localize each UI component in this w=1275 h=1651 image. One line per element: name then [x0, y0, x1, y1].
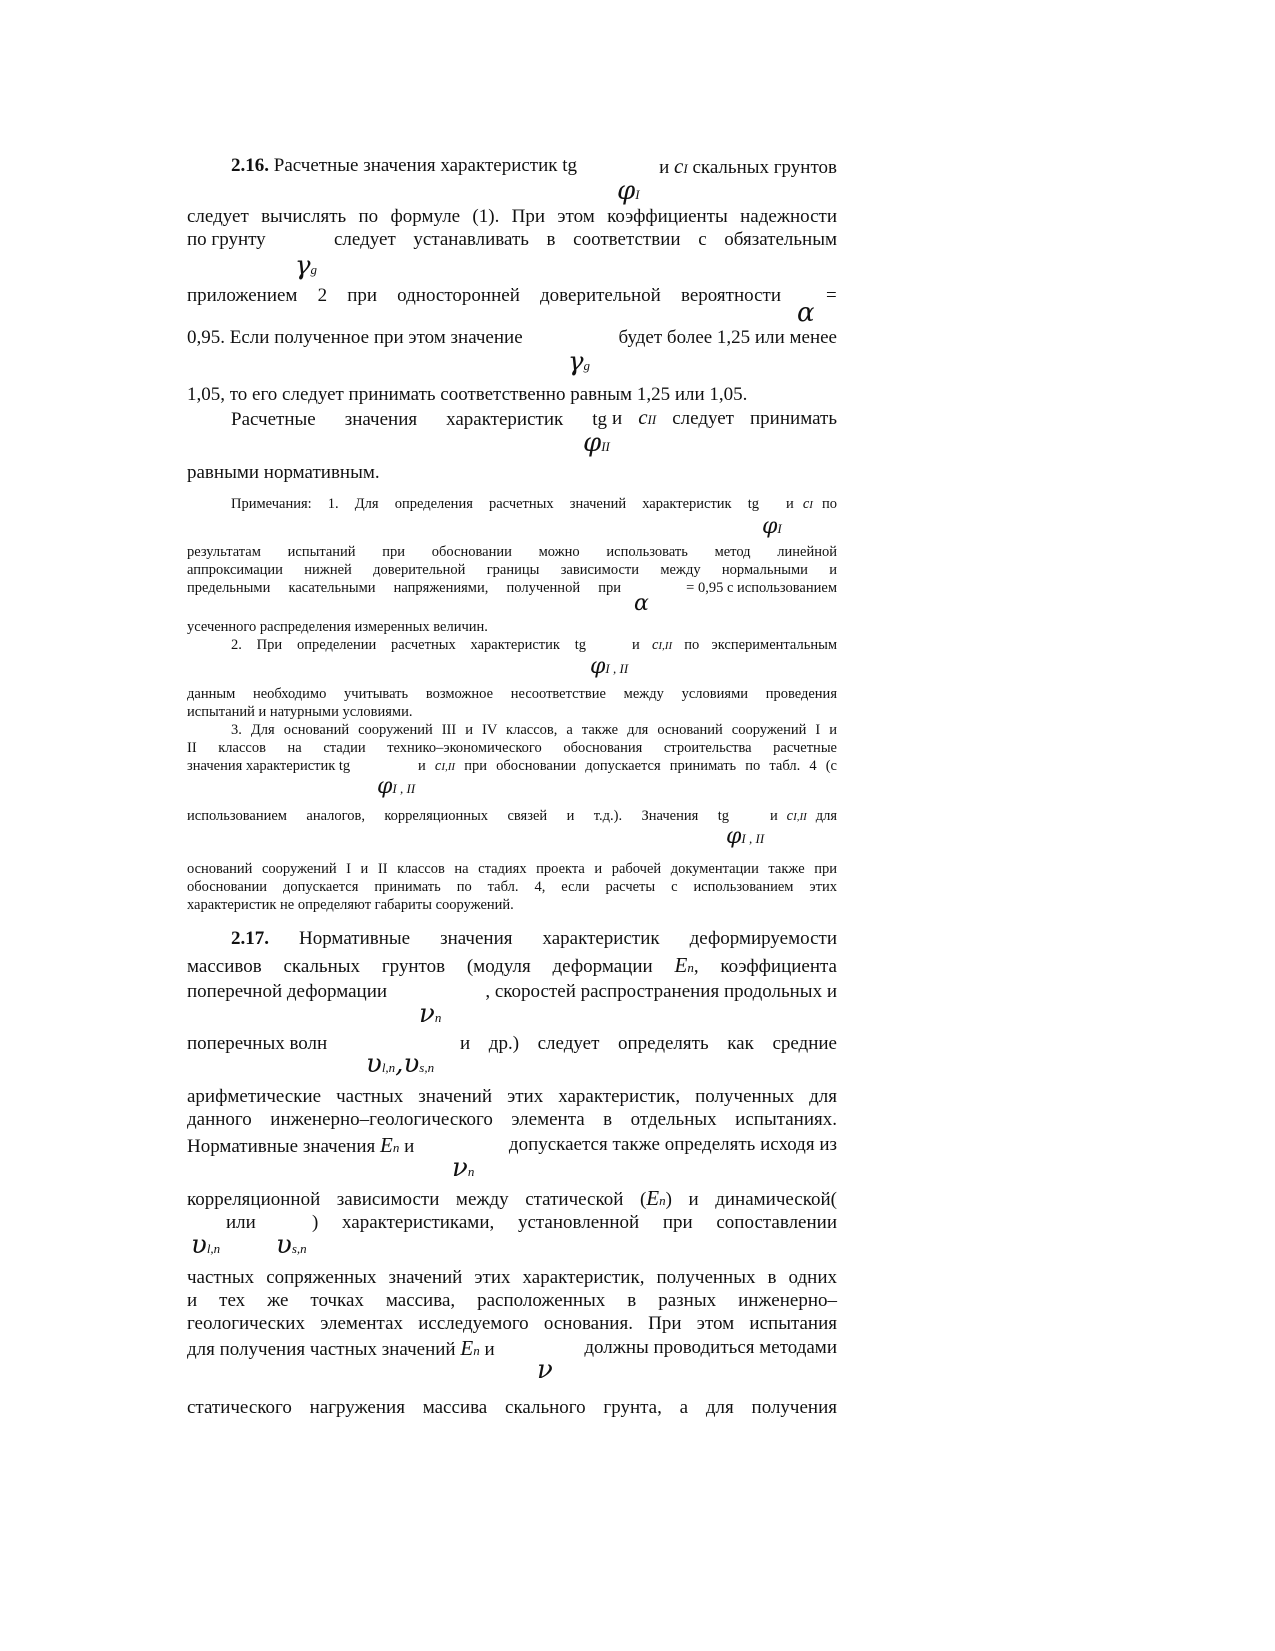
- paragraph-2-16-line-4b: =: [826, 285, 837, 306]
- note-3-line-5: оснований сооружений I и II классов на стадиях проекта и рабочей документации также при: [187, 861, 837, 877]
- upsilon-sn-symbol: υs,n: [276, 1230, 307, 1260]
- note-1-line-2: результатам испытаний при обосновании можно использовать метод линейной: [187, 544, 837, 560]
- E-symbol: E: [646, 1186, 660, 1210]
- nu-n-symbol: νn: [452, 1153, 475, 1183]
- paragraph-2-17-line-6: данного инженерно–геологического элемента в отдельных испытаниях.: [187, 1109, 837, 1130]
- upsilon-pair-symbol: υl,n,υs,n: [366, 1049, 435, 1079]
- c-symbol: c: [434, 758, 442, 774]
- paragraph-2-16-line-1-tail: и cI скальных грунтов: [659, 154, 837, 178]
- alpha-symbol: α: [634, 591, 649, 616]
- paragraph-2-17-line-9b: ) характеристиками, установленной при сопоставлении: [312, 1212, 837, 1233]
- section-number: 2.16.: [231, 155, 269, 176]
- paragraph-2-17-line-13a: для получения частных значений En и: [187, 1336, 495, 1360]
- note-3-line-1: 3. Для оснований сооружений III и IV классов, а также для оснований сооружений I и: [231, 722, 837, 738]
- paragraph-2-17-line-4b: и др.) следует определять как средние: [460, 1033, 837, 1054]
- E-symbol: E: [460, 1336, 474, 1360]
- note-2-line-1a: 2. При определении расчетных характеристик tg: [231, 637, 586, 653]
- paragraph-2-17-line-12: геологических элементах исследуемого основания. При этом испытания: [187, 1313, 837, 1334]
- phi-I-symbol: φI: [617, 176, 640, 206]
- paragraph-2-16-line-8: равными нормативным.: [187, 462, 380, 483]
- note-3-line-7: характеристик не определяют габариты сооружений.: [187, 897, 514, 913]
- paragraph-2-17-line-8: корреляционной зависимости между статической (En) и динамической(: [187, 1186, 837, 1210]
- nu-n-symbol: νn: [419, 999, 442, 1029]
- paragraph-2-16-line-5b: будет более 1,25 или менее: [618, 327, 837, 348]
- c-symbol: c: [802, 496, 810, 512]
- paragraph-2-17-line-11: и тех же точках массива, расположенных в разных инженерно–: [187, 1290, 837, 1311]
- paragraph-2-16-line-5a: 0,95. Если полученное при этом значение: [187, 327, 523, 348]
- paragraph-2-16-line-7b: и cII следует принимать: [612, 405, 837, 429]
- E-symbol: E: [380, 1133, 393, 1157]
- paragraph-2-17-line-7a: Нормативные значения En и: [187, 1133, 415, 1157]
- nu-symbol: ν: [537, 1355, 553, 1385]
- paragraph-2-17-line-9a: или: [226, 1212, 256, 1233]
- paragraph-2-17-line-3a: поперечной деформации: [187, 981, 388, 1002]
- c-symbol: c: [674, 154, 684, 178]
- paragraph-2-17-line-14: статического нагружения массива скального грунта, а для получения: [187, 1397, 837, 1418]
- note-3-line-4b: и cI,II для: [770, 808, 837, 824]
- paragraph-2-16-line-6: 1,05, то его следует принимать соответственно равным 1,25 или 1,05.: [187, 384, 748, 405]
- paragraph-2-17-line-13b: должны проводиться методами: [584, 1337, 837, 1358]
- note-3-line-4a: использованием аналогов, корреляционных связей и т.д.). Значения tg: [187, 808, 729, 824]
- paragraph-2-16-line-2: следует вычислять по формуле (1). При этом коэффициенты надежности: [187, 206, 837, 227]
- phi-I-symbol: φI: [762, 514, 782, 539]
- note-1-line-4a: предельными касательными напряжениями, полученной при: [187, 580, 621, 596]
- note-3-line-2: II классов на стадии технико–экономического обоснования строительства расчетные: [187, 740, 837, 756]
- note-3-line-3a: значения характеристик tg: [187, 758, 351, 774]
- paragraph-2-17-line-10: частных сопряженных значений этих характеристик, полученных в одних: [187, 1267, 837, 1288]
- upsilon-ln-symbol: υl,n: [191, 1230, 221, 1260]
- gamma-g-symbol: γg: [568, 347, 591, 377]
- phi-I-II-symbol: φI , II: [377, 774, 416, 799]
- note-1-line-4b: = 0,95 с использованием: [686, 580, 837, 596]
- c-symbol: c: [786, 808, 794, 824]
- E-symbol: E: [674, 953, 688, 977]
- paragraph-2-17-line-4a: поперечных волн: [187, 1033, 328, 1054]
- note-3-line-6: обосновании допускается принимать по табл. 4, если расчеты с использованием этих: [187, 879, 837, 895]
- paragraph-2-16-line-3a: по грунту: [187, 229, 266, 250]
- paragraph-2-16-line-7a: Расчетные значения характеристик tg: [231, 409, 607, 430]
- gamma-g-symbol: γg: [295, 251, 318, 281]
- c-symbol: c: [651, 637, 659, 653]
- note-1-line-3: аппроксимации нижней доверительной границы зависимости между нормальными и: [187, 562, 837, 578]
- note-1-line-5: усеченного распределения измеренных величин.: [187, 619, 488, 635]
- c-symbol: c: [638, 405, 648, 429]
- note-2-line-1b: и cI,II по экспериментальным: [632, 637, 837, 653]
- paragraph-2-17-line-5: арифметические частных значений этих характеристик, полученных для: [187, 1086, 837, 1107]
- phi-II-symbol: φII: [583, 428, 610, 458]
- note-1-line-1b: и cI по: [786, 496, 838, 512]
- phi-I-II-symbol: φI , II: [726, 824, 765, 849]
- phi-I-II-symbol: φI , II: [590, 654, 629, 679]
- section-number: 2.17.: [231, 928, 269, 949]
- note-3-line-3b: и cI,II при обосновании допускается принимать по табл. 4 (с: [418, 758, 837, 774]
- alpha-symbol: α: [797, 298, 815, 328]
- note-1-line-1a: Примечания: 1. Для определения расчетных значений характеристик tg: [231, 496, 759, 512]
- paragraph-2-17-line-7b: допускается также определять исходя из: [508, 1134, 837, 1155]
- paragraph-2-17-line-3b: , скоростей распространения продольных и: [485, 981, 837, 1002]
- paragraph-2-16-line-3b: следует устанавливать в соответствии с обязательным: [334, 229, 837, 250]
- paragraph-2-16-line-4a: приложением 2 при односторонней доверительной вероятности: [187, 285, 781, 306]
- note-2-line-2: данным необходимо учитывать возможное несоответствие между условиями проведения: [187, 686, 837, 702]
- paragraph-2-17-line-2: массивов скальных грунтов (модуля деформации En, коэффициента: [187, 953, 837, 977]
- note-2-line-3: испытаний и натурными условиями.: [187, 704, 413, 720]
- paragraph-2-17-line-1: 2.17. Нормативные значения характеристик деформируемости: [231, 928, 837, 949]
- paragraph-2-16-line-1: 2.16. Расчетные значения характеристик tg: [231, 155, 578, 176]
